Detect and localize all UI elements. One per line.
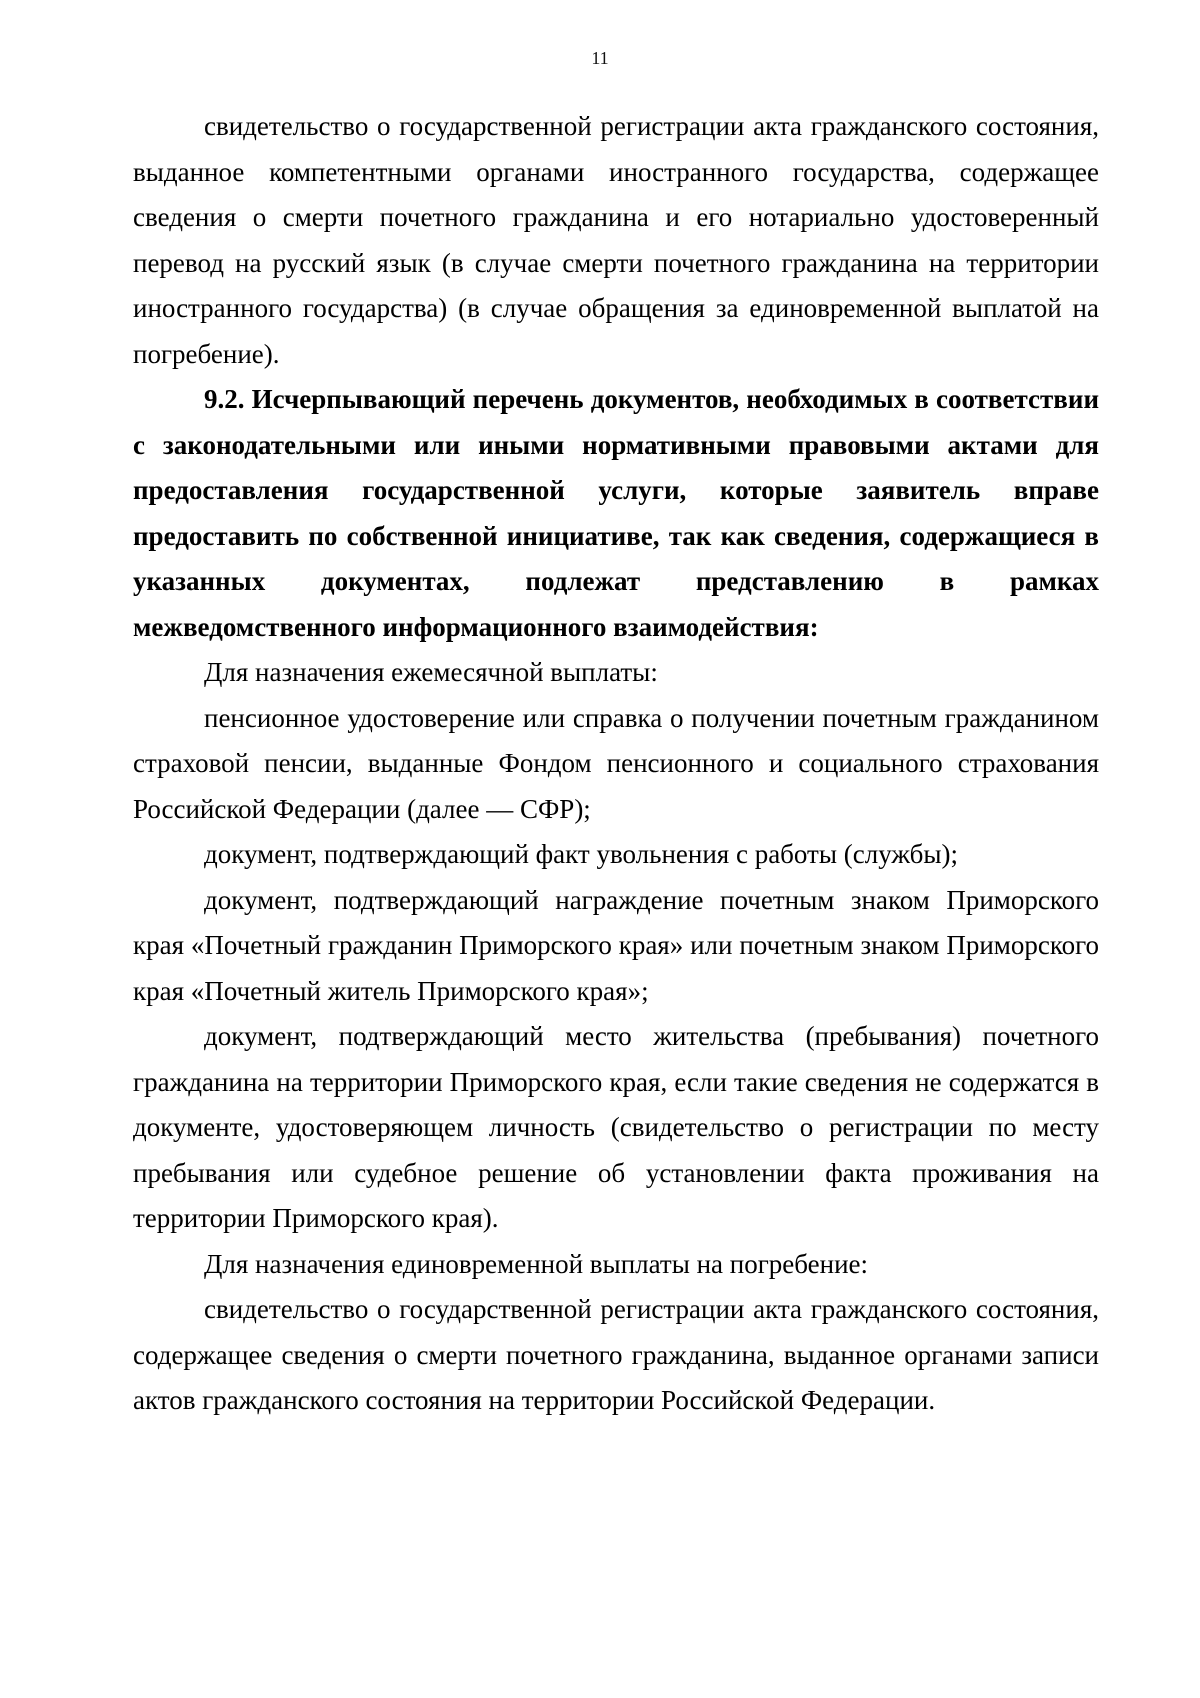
paragraph-death-certificate-foreign: свидетельство о государственной регистрации акта гражданского состояния, выданное компетентными органами иностранного государства, содержащее сведения о смерти почетного гражданина и его нотариально удостоверенный перевод на русский язык (в случае смерти почетного гражданина на территории иностранного государства) (в случае обращения за единовременной выплатой на погребение). xyxy=(133,111,1099,369)
paragraph-dismissal-document: документ, подтверждающий факт увольнения с работы (службы); xyxy=(204,839,959,869)
paragraph-award-document: документ, подтверждающий награждение почетным знаком Приморского края «Почетный гражданин Приморского края» или почетным знаком Приморского края «Почетный житель Приморского края»; xyxy=(133,884,1099,1006)
page-number: 11 xyxy=(591,48,609,68)
paragraph-burial-payment-intro: Для назначения единовременной выплаты на погребение: xyxy=(204,1248,869,1279)
paragraph-pension-certificate: пенсионное удостоверение или справка о получении почетным гражданином страховой пенсии, выданные Фондом пенсионного и социального страхования Российской Федерации (далее — СФР); xyxy=(133,702,1099,824)
paragraph-residence-document: документ, подтверждающий место жительства (пребывания) почетного гражданина на территории Приморского края, если такие сведения не содержатся в документе, удостоверяющем личность (свидетельство о регистрации по месту пребывания или судебное решение об установлении факта проживания на территории Приморского края). xyxy=(133,1021,1099,1233)
section-heading-9-2: 9.2. Исчерпывающий перечень документов, необходимых в соответствии с законодательными или иными нормативными правовыми актами для предоставления государственной услуги, которые заявитель вправе предоставить по собственной инициативе, так как сведения, содержащиеся в указанных документах, подлежат представлению в рамках межведомственного информационного взаимодействия: xyxy=(133,384,1099,642)
document-body xyxy=(133,104,1099,1424)
paragraph-monthly-payment-intro: Для назначения ежемесячной выплаты: xyxy=(204,657,658,687)
paragraph-death-certificate-russia: свидетельство о государственной регистрации акта гражданского состояния, содержащее сведения о смерти почетного гражданина, выданное органами записи актов гражданского состояния на территории Российской Федерации. xyxy=(133,1294,1099,1415)
